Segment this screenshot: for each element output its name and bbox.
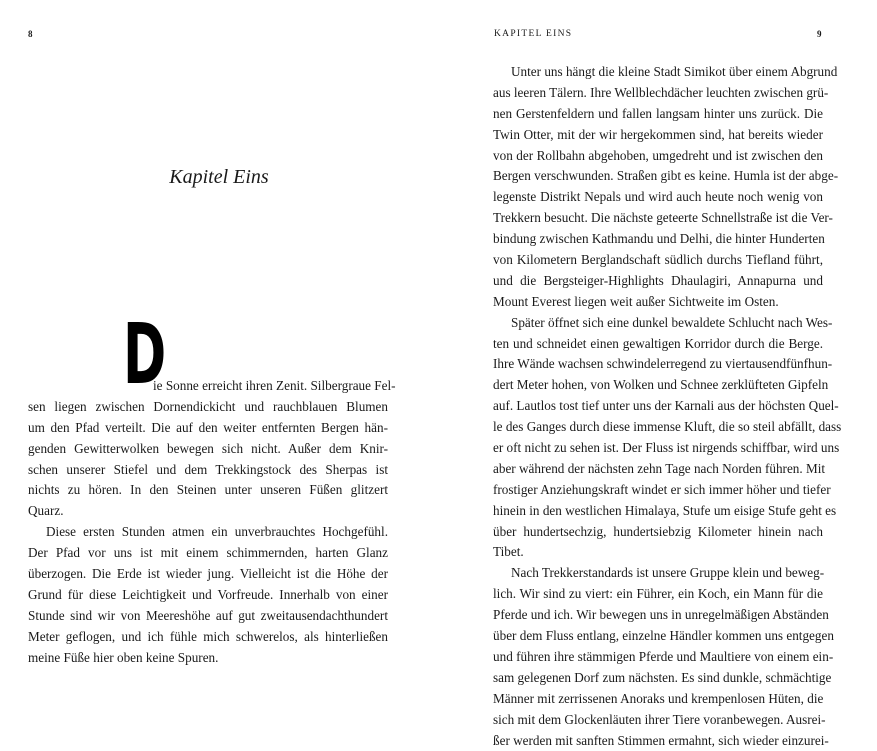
text-line: um den Pfad verteilt. Die auf den weiter entfernten Bergen hän- [28, 418, 388, 439]
text-line: überzogen. Die Erde ist wieder jung. Vielleicht ist die Höhe der [28, 564, 388, 585]
text-line: Pferde und ich. Wir bewegen uns in unregelmäßigen Abständen [493, 605, 823, 626]
text-line: über dem Fluss entlang, einzelne Händler kommen uns entgegen [493, 626, 823, 647]
text-line: aber während der nächsten zehn Tage nach Norden führen. Mit [493, 459, 823, 480]
text-line: dert Meter hohen, von Wolken und Schnee zerklüfteten Gipfeln [493, 375, 823, 396]
text-line: schen unserer Stiefel und dem Trekkingstock des Sherpas ist [28, 460, 388, 481]
text-line: meine Füße hier oben keine Spuren. [28, 648, 388, 669]
text-line: genden Gewitterwolken bewegen sich nicht. Außer dem Knir- [28, 439, 388, 460]
drop-cap: D [123, 320, 142, 388]
text-line: Quarz. [28, 501, 388, 522]
text-line: von der Rollbahn abgehoben, umgedreht und ist zwischen den [493, 146, 823, 167]
text-line: Tibet. [493, 542, 823, 563]
text-line: und führen ihre stämmigen Pferde und Maultiere von einem ein- [493, 647, 823, 668]
text-line: nen Gerstenfeldern und fallen langsam hinter uns zurück. Die [493, 104, 823, 125]
text-line: ten und schneidet einen gewaltigen Korridor durch die Berge. [493, 334, 823, 355]
page-number-right: 9 [817, 29, 822, 39]
text-line: über hundertsechzig, hundertsiebzig Kilometer hinein nach [493, 522, 823, 543]
text-line: Später öffnet sich eine dunkel bewaldete Schlucht nach Wes- [493, 313, 823, 334]
text-line: Männer mit zerrissenen Anoraks und krempenlosen Hüten, die [493, 689, 823, 710]
text-line: Ihre Wände wachsen schwindelerregend zu viertausendfünfhun- [493, 354, 823, 375]
text-line: ie Sonne erreicht ihren Zenit. Silbergraue Fel- [28, 376, 388, 397]
text-line: Grund für diese Leichtigkeit und Vorfreude. Innerhalb von einer [28, 585, 388, 606]
text-line: Unter uns hängt die kleine Stadt Simikot über einem Abgrund [493, 62, 823, 83]
right-page [438, 0, 877, 675]
text-line: sen liegen zwischen Dornendickicht und rauchblauen Blumen [28, 397, 388, 418]
text-line: bindung zwischen Kathmandu und Delhi, die hinter Hunderten [493, 229, 823, 250]
text-line: Meter geflogen, und ich fühle mich schwerelos, als hinterließen [28, 627, 388, 648]
chapter-title: Kapitel Eins [0, 166, 438, 189]
text-line: auf. Lautlos tost tief unter uns der Karnali aus der höchsten Quel- [493, 396, 823, 417]
left-body-text [28, 376, 388, 668]
text-line: von Kilometern Berglandschaft südlich durchs Tiefland führt, [493, 250, 823, 271]
left-page [0, 0, 438, 675]
text-line: und die Bergsteiger-Highlights Dhaulagiri, Annapurna und [493, 271, 823, 292]
text-line: le des Ganges durch diese immense Kluft, die so steil abfällt, dass [493, 417, 823, 438]
right-body-text [493, 62, 823, 751]
text-line: aus leeren Tälern. Ihre Wellblechdächer leuchten zwischen grü- [493, 83, 823, 104]
running-head: KAPITEL EINS [494, 29, 572, 39]
text-line: sich mit dem Glockenläuten ihrer Tiere voranbewegen. Ausrei- [493, 710, 823, 731]
text-line: Trekkern besucht. Die nächste geteerte Schnellstraße ist die Ver- [493, 208, 823, 229]
text-line: frostiger Anziehungskraft windet er sich immer höher und tiefer [493, 480, 823, 501]
text-line: er oft nicht zu sehen ist. Der Fluss ist nirgends schiffbar, wird uns [493, 438, 823, 459]
page-number-left: 8 [28, 29, 33, 39]
text-line: Nach Trekkerstandards ist unsere Gruppe klein und beweg- [493, 563, 823, 584]
text-line: Der Pfad vor uns ist mit einem schimmernden, harten Glanz [28, 543, 388, 564]
text-line: Twin Otter, mit der wir hergekommen sind, hat bereits wieder [493, 125, 823, 146]
text-line: Diese ersten Stunden atmen ein unverbrauchtes Hochgefühl. [28, 522, 388, 543]
text-line: nichts zu hören. In den Steinen unter unseren Füßen glitzert [28, 480, 388, 501]
text-line: lich. Wir sind zu viert: ein Führer, ein Koch, ein Mann für die [493, 584, 823, 605]
text-line: ßer werden mit sanften Stimmen ermahnt, sich wieder einzurei- [493, 731, 823, 751]
text-line: sam gelegenen Dorf zum nächsten. Es sind dunkle, schmächtige [493, 668, 823, 689]
text-line: hinein in den westlichen Himalaya, Stufe um eisige Stufe geht es [493, 501, 823, 522]
text-line: legenste Distrikt Nepals und wird auch heute noch wenig von [493, 187, 823, 208]
text-line: Stunde sind wir von Meereshöhe auf gut zweitausendachthundert [28, 606, 388, 627]
text-line: Mount Everest liegen weit außer Sichtweite im Osten. [493, 292, 823, 313]
text-line: Bergen verschwunden. Straßen gibt es keine. Humla ist der abge- [493, 166, 823, 187]
